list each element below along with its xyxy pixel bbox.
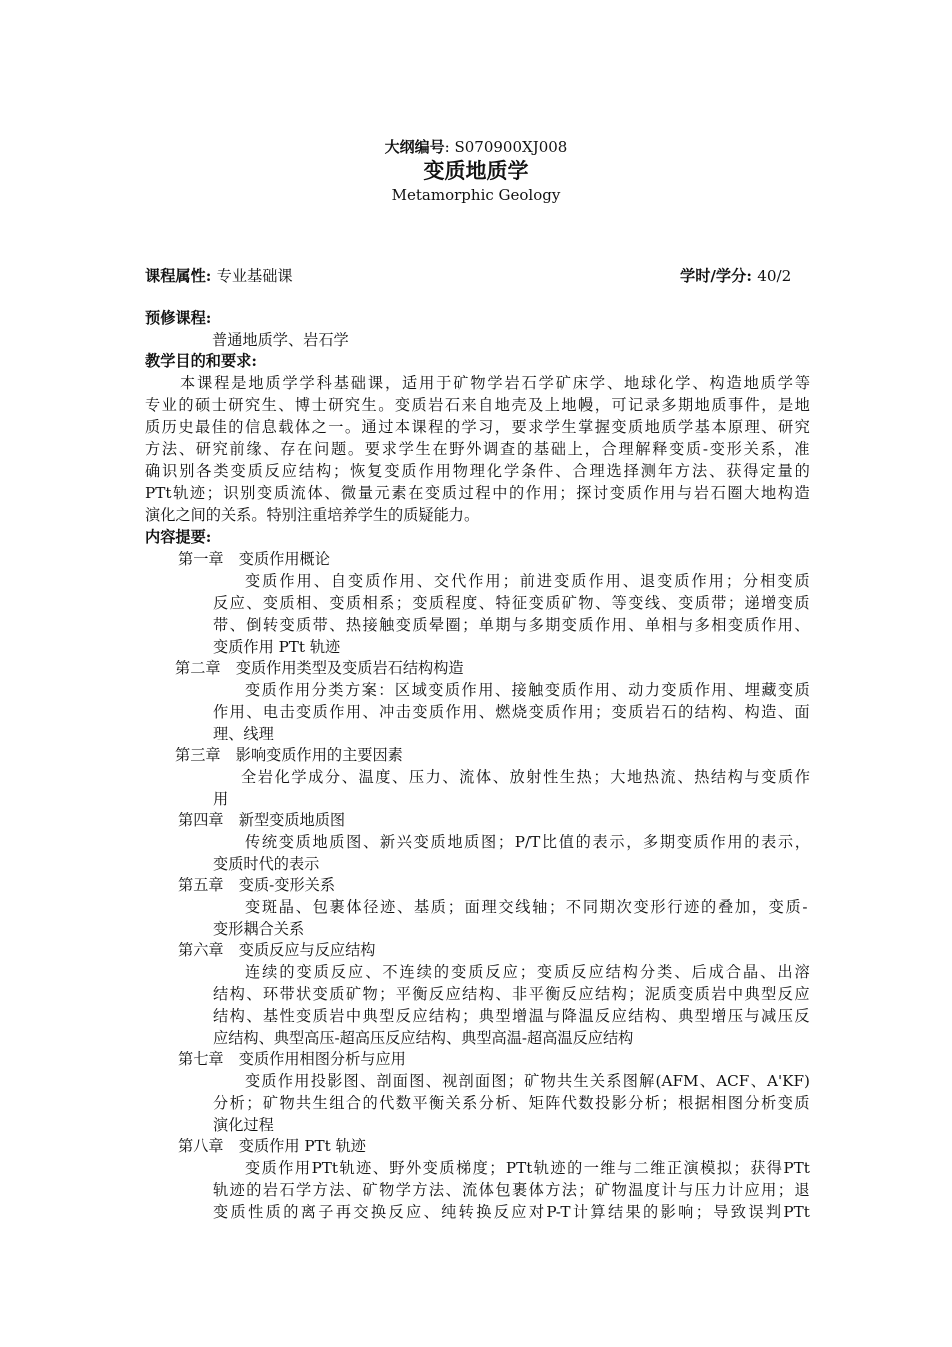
course-title-cn: 变质地质学 [423,158,529,183]
chapter-2-line: 作 用 、 电 击 变 质 作 用 、 冲 击 变 质 作 用 、 燃 烧 变 质 作 用 ； 变 质 岩 石 的 结 构 、 构 造 、 面 [213,703,810,721]
hours-label: 学时/学分 [680,267,747,285]
objectives-line: 本 课 程 是 地 质 学 学 科 基 础 课 ， 适 用 于 矿 物 学 岩 石 学 矿 床 学 、 地 球 化 学 、 构 造 地 质 学 等 [180,374,810,392]
objectives-heading: 教学目的和要求: [145,352,257,370]
chapter-4-title: 第四章 新型变质地质图 [178,811,346,829]
chapter-8-title: 第八章 变质作用 PTt 轨迹 [178,1137,366,1155]
course-attribute-value: 专业基础课 [216,267,293,285]
contents-heading: 内容提要: [145,528,212,546]
objectives-line: 演化之间的关系。特别注重培养学生的质疑能力。 [145,506,480,524]
chapter-8-line: 轨 迹 的 岩 石 学 方 法 、 矿 物 学 方 法 、 流 体 包 裹 体 方 法 ； 矿 物 温 度 计 与 压 力 计 应 用 ； 退 [213,1181,810,1199]
objectives-line: 方 法 、 研 究 前 缘 、 存 在 问 题 。 要 求 学 生 在 野 外 调 查 的 基 础 上 ， 合 理 解 释 变 质 - 变 形 关 系 ， 准 [145,440,810,458]
chapter-3-title: 第三章 影响变质作用的主要因素 [175,746,403,764]
chapter-2-line: 理、线理 [213,725,274,743]
chapter-7-line: 分 析 ； 矿 物 共 生 组 合 的 代 数 平 衡 关 系 分 析 、 矩 阵 代 数 投 影 分 析 ； 根 据 相 图 分 析 变 质 [213,1094,810,1112]
chapter-4-line: 传 统 变 质 地 质 图 、 新 兴 变 质 地 质 图 ； P/T 比 值 的 表 示 ， 多 期 变 质 作 用 的 表 示 ， [245,833,810,851]
chapter-8-line: 变 质 性 质 的 离 子 再 交 换 反 应 、 纯 转 换 反 应 对 P-T 计 算 结 果 的 影 响 ； 导 致 误 判 PTt [213,1203,810,1221]
chapter-1-line: 反 应 、 变 质 相 、 变 质 相 系 ； 变 质 程 度 、 特 征 变 质 矿 物 、 等 变 线 、 变 质 带 ； 递 增 变 质 [213,594,810,612]
syllabus-code [0,137,952,157]
chapter-6-line: 应结构、典型高压-超高压反应结构、典型高温-超高温反应结构 [213,1029,634,1047]
syllabus-code-label: 大纲编号 [384,138,445,156]
chapter-8-line: 变 质 作 用 PTt 轨 迹 、 野 外 变 质 梯 度 ； PTt 轨 迹 的 一 维 与 二 维 正 演 模 拟 ； 获 得 PTt [245,1159,810,1177]
chapter-7-title: 第七章 变质作用相图分析与应用 [178,1050,406,1068]
chapter-2-title: 第二章 变质作用类型及变质岩石结构构造 [175,659,464,677]
chapter-2-line: 变 质 作 用 分 类 方 案 ： 区 域 变 质 作 用 、 接 触 变 质 作 用 、 动 力 变 质 作 用 、 埋 藏 变 质 [245,681,810,699]
objectives-line: 确 识 别 各 类 变 质 反 应 结 构 ； 恢 复 变 质 作 用 物 理 化 学 条 件 、 合 理 选 择 测 年 方 法 、 获 得 定 量 的 [145,462,810,480]
objectives-line: PTt 轨 迹 ； 识 别 变 质 流 体 、 微 量 元 素 在 变 质 过 程 中 的 作 用 ； 探 讨 变 质 作 用 与 岩 石 圈 大 地 构 造 [145,484,810,502]
chapter-1-line: 变 质 作 用 、 自 变 质 作 用 、 交 代 作 用 ； 前 进 变 质 作 用 、 退 变 质 作 用 ； 分 相 变 质 [245,572,810,590]
course-attribute-label: 课程属性 [145,267,206,285]
syllabus-code-value: S070900XJ008 [454,138,568,156]
chapter-5-line: 变形耦合关系 [213,920,305,938]
chapter-6-line: 结 构 、 环 带 状 变 质 矿 物 ； 平 衡 反 应 结 构 、 非 平 衡 反 应 结 构 ； 泥 质 变 质 岩 中 典 型 反 应 [213,985,810,1003]
chapter-7-line: 变 质 作 用 投 影 图 、 剖 面 图 、 视 剖 面 图 ； 矿 物 共 生 关 系 图 解 (AFM 、 ACF 、 A'KF) [245,1072,810,1090]
chapter-5-title: 第五章 变质-变形关系 [178,876,336,894]
chapter-3-line: 全 岩 化 学 成 分 、 温 度 、 压 力 、 流 体 、 放 射 性 生 热 ； 大 地 热 流 、 热 结 构 与 变 质 作 [241,768,810,786]
chapter-1-line: 变质作用 PTt 轨迹 [213,638,341,656]
chapter-7-line: 演化过程 [213,1116,274,1134]
chapter-6-line: 结 构 、 基 性 变 质 岩 中 典 型 反 应 结 构 ； 典 型 增 温 与 降 温 反 应 结 构 、 典 型 增 压 与 减 压 反 [213,1007,810,1025]
chapter-3-line: 用 [213,790,229,808]
syllabus-code-sep: : [444,138,455,156]
chapter-4-line: 变质时代的表示 [213,855,320,873]
prereq-heading: 预修课程: [145,309,212,327]
hours-value: 40/2 [757,267,792,285]
chapter-1-line: 带 、 倒 转 变 质 带 、 热 接 触 变 质 晕 圈 ； 单 期 与 多 期 变 质 作 用 、 单 相 与 多 相 变 质 作 用 、 [213,616,810,634]
course-attribute: 课程属性: 专业基础课 [145,267,293,285]
course-hours-credits: 学时/学分: 40/2 [680,267,792,285]
chapter-6-title: 第六章 变质反应与反应结构 [178,941,376,959]
course-title-en: Metamorphic Geology [391,186,561,204]
chapter-5-line: 变 斑 晶 、 包 裹 体 径 迹 、 基 质 ； 面 理 交 线 轴 ； 不 同 期 次 变 形 行 迹 的 叠 加 ， 变 质 - [245,898,808,916]
chapter-6-line: 连 续 的 变 质 反 应 、 不 连 续 的 变 质 反 应 ； 变 质 反 应 结 构 分 类 、 后 成 合 晶 、 出 溶 [245,963,810,981]
chapter-1-title: 第一章 变质作用概论 [178,550,330,568]
prereq-value: 普通地质学、岩石学 [212,331,349,349]
objectives-line: 专 业 的 硕 士 研 究 生 、 博 士 研 究 生 。 变 质 岩 石 来 自 地 壳 及 上 地 幔 ， 可 记 录 多 期 地 质 事 件 ， 是 地 [145,396,810,414]
objectives-line: 质 历 史 最 佳 的 信 息 载 体 之 一 。 通 过 本 课 程 的 学 习 ， 要 求 学 生 掌 握 变 质 地 质 学 基 本 原 理 、 研 究 [145,418,810,436]
